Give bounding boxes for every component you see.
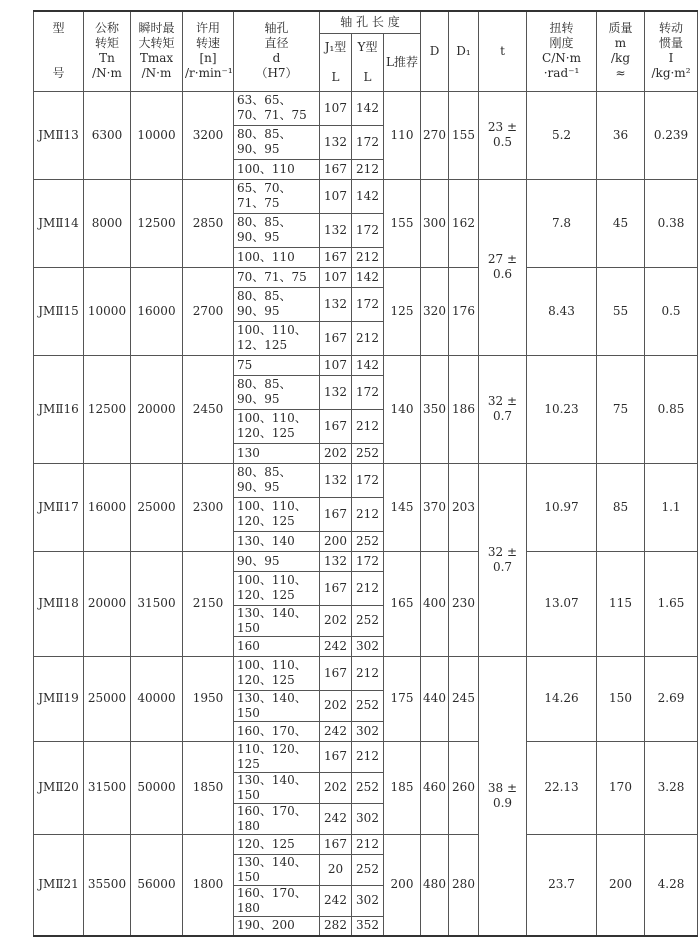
header-D1: D₁ [449, 11, 479, 91]
y-length-cell: 212 [352, 321, 384, 355]
tn-cell: 16000 [84, 463, 131, 551]
D1-cell: 155 [449, 91, 479, 179]
inertia-cell: 3.28 [645, 741, 698, 834]
inertia-cell: 0.38 [645, 179, 698, 267]
D-cell: 300 [421, 179, 449, 267]
D1-cell: 162 [449, 179, 479, 267]
tmax-cell: 40000 [131, 656, 183, 741]
bore-cell: 130、140、150 [234, 605, 320, 636]
j1-length-cell: 242 [320, 803, 352, 834]
j1-length-cell: 167 [320, 497, 352, 531]
tn-cell: 31500 [84, 741, 131, 834]
mass-cell: 75 [597, 355, 645, 463]
y-length-cell: 172 [352, 463, 384, 497]
y-length-cell: 142 [352, 179, 384, 213]
l-recommended-cell: 110 [384, 91, 421, 179]
j1-length-cell: 20 [320, 854, 352, 885]
bore-cell: 80、85、90、95 [234, 213, 320, 247]
bore-cell: 100、110 [234, 159, 320, 179]
inertia-cell: 2.69 [645, 656, 698, 741]
bore-cell: 130 [234, 443, 320, 463]
bore-cell: 100、110、120、125 [234, 497, 320, 531]
y-length-cell: 212 [352, 497, 384, 531]
bore-cell: 160 [234, 636, 320, 656]
table-row [34, 463, 698, 497]
model-cell: JMⅡ13 [34, 91, 84, 179]
bore-cell: 160、170、180 [234, 803, 320, 834]
bore-cell: 100、110 [234, 247, 320, 267]
header-model: 型 号 [34, 11, 84, 91]
D1-cell: 280 [449, 834, 479, 936]
j1-length-cell: 132 [320, 213, 352, 247]
j1-length-cell: 167 [320, 834, 352, 854]
mass-cell: 170 [597, 741, 645, 834]
y-length-cell: 212 [352, 409, 384, 443]
tmax-cell: 25000 [131, 463, 183, 551]
tn-cell: 25000 [84, 656, 131, 741]
bore-cell: 100、110、12、125 [234, 321, 320, 355]
t-cell: 38 ± 0.9 [479, 656, 527, 936]
bore-cell: 80、85、90、95 [234, 125, 320, 159]
header-j1: J₁型 L [320, 33, 352, 91]
header-y: Y型 L [352, 33, 384, 91]
inertia-cell: 4.28 [645, 834, 698, 936]
D-cell: 320 [421, 267, 449, 355]
mass-cell: 150 [597, 656, 645, 741]
l-recommended-cell: 155 [384, 179, 421, 267]
mass-cell: 115 [597, 551, 645, 656]
j1-length-cell: 282 [320, 916, 352, 936]
stiffness-cell: 8.43 [527, 267, 597, 355]
stiffness-cell: 22.13 [527, 741, 597, 834]
mass-cell: 45 [597, 179, 645, 267]
bore-cell: 160、170、180 [234, 885, 320, 916]
D-cell: 350 [421, 355, 449, 463]
tmax-cell: 16000 [131, 267, 183, 355]
j1-length-cell: 107 [320, 355, 352, 375]
D-cell: 460 [421, 741, 449, 834]
model-cell: JMⅡ20 [34, 741, 84, 834]
bore-cell: 90、95 [234, 551, 320, 571]
y-length-cell: 212 [352, 159, 384, 179]
speed-cell: 2450 [183, 355, 234, 463]
y-length-cell: 212 [352, 247, 384, 267]
j1-length-cell: 167 [320, 321, 352, 355]
bore-cell: 80、85、90、95 [234, 287, 320, 321]
inertia-cell: 0.5 [645, 267, 698, 355]
j1-length-cell: 202 [320, 690, 352, 721]
y-length-cell: 172 [352, 125, 384, 159]
bore-cell: 130、140 [234, 531, 320, 551]
D-cell: 370 [421, 463, 449, 551]
stiffness-cell: 13.07 [527, 551, 597, 656]
bore-cell: 80、85、90、95 [234, 463, 320, 497]
D-cell: 400 [421, 551, 449, 656]
stiffness-cell: 10.23 [527, 355, 597, 463]
stiffness-cell: 5.2 [527, 91, 597, 179]
mass-cell: 85 [597, 463, 645, 551]
y-length-cell: 302 [352, 885, 384, 916]
tmax-cell: 10000 [131, 91, 183, 179]
speed-cell: 2700 [183, 267, 234, 355]
stiffness-cell: 10.97 [527, 463, 597, 551]
speed-cell: 2300 [183, 463, 234, 551]
model-cell: JMⅡ15 [34, 267, 84, 355]
bore-cell: 100、110、120、125 [234, 656, 320, 690]
speed-cell: 1800 [183, 834, 234, 936]
y-length-cell: 252 [352, 443, 384, 463]
bore-cell: 65、70、71、75 [234, 179, 320, 213]
l-recommended-cell: 175 [384, 656, 421, 741]
tn-cell: 6300 [84, 91, 131, 179]
j1-length-cell: 132 [320, 375, 352, 409]
bore-cell: 70、71、75 [234, 267, 320, 287]
table-row [34, 656, 698, 690]
table-row [34, 551, 698, 571]
l-recommended-cell: 140 [384, 355, 421, 463]
j1-length-cell: 167 [320, 409, 352, 443]
table-row [34, 267, 698, 287]
y-length-cell: 172 [352, 551, 384, 571]
y-length-cell: 142 [352, 91, 384, 125]
inertia-cell: 1.1 [645, 463, 698, 551]
speed-cell: 2150 [183, 551, 234, 656]
j1-length-cell: 242 [320, 636, 352, 656]
header-stiffness: 扭转 刚度 C/N·m ·rad⁻¹ [527, 11, 597, 91]
stiffness-cell: 14.26 [527, 656, 597, 741]
table-row [34, 91, 698, 125]
header-bore: 轴孔 直径 d （H7） [234, 11, 320, 91]
y-length-cell: 172 [352, 213, 384, 247]
model-cell: JMⅡ14 [34, 179, 84, 267]
inertia-cell: 0.85 [645, 355, 698, 463]
bore-cell: 110、120、125 [234, 741, 320, 772]
j1-length-cell: 132 [320, 551, 352, 571]
speed-cell: 1850 [183, 741, 234, 834]
j1-length-cell: 202 [320, 605, 352, 636]
header-speed: 许用 转速 [n] /r·min⁻¹ [183, 11, 234, 91]
l-recommended-cell: 145 [384, 463, 421, 551]
tn-cell: 35500 [84, 834, 131, 936]
y-length-cell: 252 [352, 854, 384, 885]
j1-length-cell: 200 [320, 531, 352, 551]
j1-length-cell: 167 [320, 656, 352, 690]
y-length-cell: 212 [352, 741, 384, 772]
tmax-cell: 12500 [131, 179, 183, 267]
l-recommended-cell: 125 [384, 267, 421, 355]
bore-cell: 190、200 [234, 916, 320, 936]
model-cell: JMⅡ17 [34, 463, 84, 551]
j1-length-cell: 202 [320, 772, 352, 803]
stiffness-cell: 23.7 [527, 834, 597, 936]
tn-cell: 20000 [84, 551, 131, 656]
t-cell: 23 ± 0.5 [479, 91, 527, 179]
bore-cell: 130、140、150 [234, 690, 320, 721]
y-length-cell: 142 [352, 267, 384, 287]
j1-length-cell: 107 [320, 267, 352, 287]
y-length-cell: 172 [352, 375, 384, 409]
table-header [34, 11, 698, 91]
bore-cell: 100、110、120、125 [234, 409, 320, 443]
D1-cell: 186 [449, 355, 479, 463]
j1-length-cell: 242 [320, 721, 352, 741]
header-mass: 质量 m /kg ≈ [597, 11, 645, 91]
table-row [34, 741, 698, 772]
y-length-cell: 252 [352, 605, 384, 636]
tn-cell: 8000 [84, 179, 131, 267]
header-t: t [479, 11, 527, 91]
t-cell: 32 ± 0.7 [479, 463, 527, 656]
model-cell: JMⅡ16 [34, 355, 84, 463]
tmax-cell: 50000 [131, 741, 183, 834]
table-row [34, 355, 698, 375]
speed-cell: 3200 [183, 91, 234, 179]
y-length-cell: 212 [352, 834, 384, 854]
y-length-cell: 252 [352, 531, 384, 551]
D1-cell: 176 [449, 267, 479, 355]
D-cell: 440 [421, 656, 449, 741]
t-cell: 32 ± 0.7 [479, 355, 527, 463]
t-cell: 27 ± 0.6 [479, 179, 527, 355]
bore-cell: 80、85、90、95 [234, 375, 320, 409]
mass-cell: 200 [597, 834, 645, 936]
y-length-cell: 142 [352, 355, 384, 375]
l-recommended-cell: 185 [384, 741, 421, 834]
bore-cell: 130、140、150 [234, 772, 320, 803]
bore-cell: 160、170、 [234, 721, 320, 741]
j1-length-cell: 107 [320, 91, 352, 125]
header-l-recommended: L推荐 [384, 33, 421, 91]
speed-cell: 2850 [183, 179, 234, 267]
header-tmax: 瞬时最 大转矩 Tmax /N·m [131, 11, 183, 91]
l-recommended-cell: 200 [384, 834, 421, 936]
D1-cell: 230 [449, 551, 479, 656]
tn-cell: 10000 [84, 267, 131, 355]
bore-cell: 100、110、120、125 [234, 571, 320, 605]
D1-cell: 245 [449, 656, 479, 741]
header-inertia: 转动 惯量 I /kg·m² [645, 11, 698, 91]
speed-cell: 1950 [183, 656, 234, 741]
inertia-cell: 1.65 [645, 551, 698, 656]
j1-length-cell: 132 [320, 287, 352, 321]
j1-length-cell: 167 [320, 247, 352, 267]
tmax-cell: 56000 [131, 834, 183, 936]
header-tn: 公称 转矩 Tn /N·m [84, 11, 131, 91]
tmax-cell: 31500 [131, 551, 183, 656]
header-D: D [421, 11, 449, 91]
j1-length-cell: 167 [320, 159, 352, 179]
l-recommended-cell: 165 [384, 551, 421, 656]
tmax-cell: 20000 [131, 355, 183, 463]
table-row [34, 179, 698, 213]
y-length-cell: 352 [352, 916, 384, 936]
j1-length-cell: 167 [320, 741, 352, 772]
coupling-spec-table [33, 10, 698, 937]
inertia-cell: 0.239 [645, 91, 698, 179]
y-length-cell: 172 [352, 287, 384, 321]
bore-cell: 120、125 [234, 834, 320, 854]
j1-length-cell: 107 [320, 179, 352, 213]
y-length-cell: 212 [352, 571, 384, 605]
y-length-cell: 302 [352, 803, 384, 834]
j1-length-cell: 132 [320, 125, 352, 159]
table-body [34, 91, 698, 936]
tn-cell: 12500 [84, 355, 131, 463]
D1-cell: 203 [449, 463, 479, 551]
stiffness-cell: 7.8 [527, 179, 597, 267]
table-row [34, 834, 698, 854]
j1-length-cell: 132 [320, 463, 352, 497]
D1-cell: 260 [449, 741, 479, 834]
y-length-cell: 252 [352, 772, 384, 803]
bore-cell: 63、65、70、71、75 [234, 91, 320, 125]
j1-length-cell: 202 [320, 443, 352, 463]
y-length-cell: 212 [352, 656, 384, 690]
y-length-cell: 252 [352, 690, 384, 721]
model-cell: JMⅡ19 [34, 656, 84, 741]
bore-cell: 75 [234, 355, 320, 375]
header-length-group: 轴 孔 长 度 [320, 11, 421, 33]
D-cell: 480 [421, 834, 449, 936]
j1-length-cell: 242 [320, 885, 352, 916]
j1-length-cell: 167 [320, 571, 352, 605]
bore-cell: 130、140、150 [234, 854, 320, 885]
D-cell: 270 [421, 91, 449, 179]
y-length-cell: 302 [352, 636, 384, 656]
model-cell: JMⅡ18 [34, 551, 84, 656]
mass-cell: 55 [597, 267, 645, 355]
y-length-cell: 302 [352, 721, 384, 741]
model-cell: JMⅡ21 [34, 834, 84, 936]
mass-cell: 36 [597, 91, 645, 179]
